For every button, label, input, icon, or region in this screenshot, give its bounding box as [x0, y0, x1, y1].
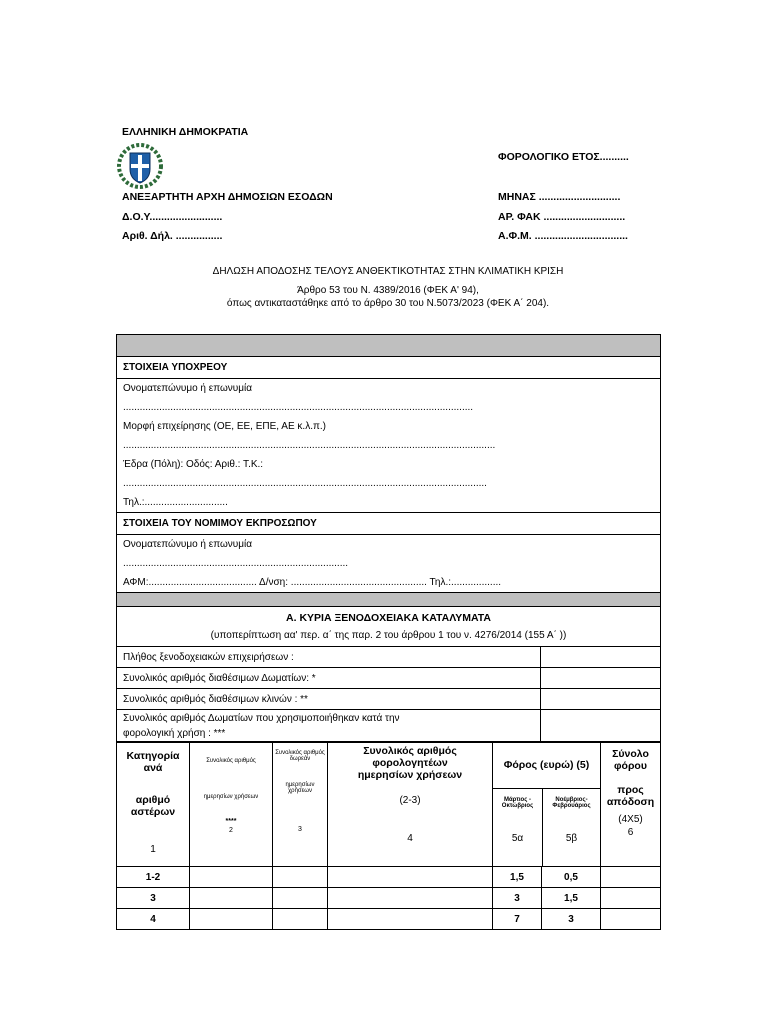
category-cell: 4	[117, 909, 190, 930]
taxable-uses-header-line1: Συνολικός αριθμός φορολογητέων ημερησίων χρήσεων	[357, 745, 463, 781]
declaration-form	[116, 334, 661, 743]
business-form-label: Μορφή επιχείρησης (ΟΕ, ΕΕ, ΕΠΕ, ΑΕ κ.λ.π.)	[123, 421, 326, 432]
free-uses-header-line1: Συνολικός αριθμός δωρεάν	[275, 750, 325, 762]
obligor-details	[117, 379, 661, 513]
table-row	[117, 888, 661, 909]
legal-reference-line2: όπως αντικαταστάθηκε από το άρθρο 30 του Ν.5073/2023 (ΦΕΚ Α΄ 204).	[226, 298, 550, 309]
taxable-uses-header-line2: (2-3)	[399, 795, 421, 806]
col-number-1: 1	[150, 844, 156, 855]
free-uses-header-line2: ημερησίων χρήσεων	[285, 782, 315, 794]
col-number-2: 2	[229, 827, 233, 834]
rooms-used-input[interactable]	[541, 710, 661, 743]
beds-available-label: Συνολικός αριθμός διαθέσιμων κλινών : **	[117, 689, 541, 710]
total-uses-header-line1: Συνολικός αριθμός	[206, 758, 256, 764]
col-number-5a: 5α	[511, 833, 524, 844]
section-a-header	[117, 607, 661, 647]
total-uses-cell[interactable]	[190, 888, 273, 909]
seat-label: Έδρα (Πόλη): Οδός: Αριθ.: Τ.Κ.:	[123, 459, 264, 470]
total-uses-header-line2: ημερησίων χρήσεων	[203, 794, 259, 800]
hotel-count-input[interactable]	[541, 647, 661, 668]
col-number-5b: 5β	[565, 833, 578, 844]
total-uses-header	[190, 742, 273, 867]
total-tax-header-formula: (4X5)	[618, 814, 643, 825]
total-tax-header-line2: προς απόδοση	[606, 784, 655, 808]
authority-label: ΑΝΕΞΑΡΤΗΤΗ ΑΡΧΗ ΔΗΜΟΣΙΩΝ ΕΣΟΔΩΝ	[122, 191, 333, 203]
taxable-uses-cell[interactable]	[328, 888, 493, 909]
col-number-6: 6	[627, 827, 634, 838]
legal-reference-line1: Άρθρο 53 του Ν. 4389/2016 (ΦΕΚ Α' 94),	[297, 285, 479, 296]
declaration-title: ΔΗΛΩΣΗ ΑΠΟΔΟΣΗΣ ΤΕΛΟΥΣ ΑΝΘΕΚΤΙΚΟΤΗΤΑΣ ΣΤΗΝ ΚΛΙΜΑΤΙΚΗ ΚΡΙΣΗ	[212, 266, 564, 277]
tax-year-field: ΦΟΡΟΛΟΓΙΚΟ ΕΤΟΣ..........	[498, 151, 629, 163]
taxable-uses-cell[interactable]	[328, 867, 493, 888]
free-uses-cell[interactable]	[273, 888, 328, 909]
table-row	[117, 909, 661, 930]
greek-emblem-icon	[116, 143, 164, 189]
obligor-name-label: Ονοματεπώνυμο ή επωνυμία	[123, 383, 253, 394]
tax-header-title: Φόρος (ευρώ) (5)	[493, 742, 600, 789]
free-uses-cell[interactable]	[273, 909, 328, 930]
section-a-title: Α. ΚΥΡΙΑ ΞΕΝΟΔΟΧΕΙΑΚΑ ΚΑΤΑΛΥΜΑΤΑ	[286, 612, 491, 624]
file-number-field: ΑΡ. ΦΑΚ ............................	[498, 211, 626, 223]
total-tax-cell[interactable]	[601, 909, 661, 930]
table-row	[117, 867, 661, 888]
category-cell: 3	[117, 888, 190, 909]
total-tax-header	[601, 742, 661, 867]
section-a-subtitle: (υποπερίπτωση αα' περ. α΄ της παρ. 2 του άρθρου 1 του ν. 4276/2014 (155 Α΄ ))	[210, 630, 567, 641]
tax-header-november-february: Νοέμβριος- Φεβρουάριος	[552, 797, 591, 809]
rooms-available-input[interactable]	[541, 668, 661, 689]
category-header	[117, 742, 190, 867]
rooms-used-label: Συνολικός αριθμός Δωματίων που χρησιμοποιήθηκαν κατά την φορολογική χρήση : ***	[117, 710, 541, 743]
tax-header	[493, 742, 601, 867]
doy-field: Δ.Ο.Υ.........................	[122, 211, 223, 223]
afm-field: Α.Φ.Μ. ................................	[498, 230, 628, 242]
representative-name-input[interactable]: .................................................................................	[123, 558, 349, 569]
taxable-uses-header	[328, 742, 493, 867]
representative-contact-input[interactable]: ΑΦΜ:....................................... Δ/νση: ................................................. Τηλ.:..................	[123, 577, 502, 588]
obligor-heading: ΣΤΟΙΧΕΙΑ ΥΠΟΧΡΕΟΥ	[117, 357, 661, 379]
tax-calculation-grid	[116, 741, 661, 930]
obligor-phone-input[interactable]: Τηλ.:..............................	[123, 497, 228, 508]
total-tax-cell[interactable]	[601, 888, 661, 909]
tax-rate-b-cell: 3	[542, 909, 601, 930]
business-form-input[interactable]: ......................................................................................................................................	[123, 440, 496, 451]
month-field: ΜΗΝΑΣ ............................	[498, 191, 621, 203]
col-number-3: 3	[298, 826, 302, 833]
total-uses-cell[interactable]	[190, 867, 273, 888]
grey-separator-bar	[117, 593, 661, 607]
obligor-name-input[interactable]: ..............................................................................................................................	[123, 402, 474, 413]
total-uses-cell[interactable]	[190, 909, 273, 930]
total-tax-header-line1: Σύνολο φόρου	[612, 748, 649, 772]
representative-heading: ΣΤΟΙΧΕΙΑ ΤΟΥ ΝΟΜΙΜΟΥ ΕΚΠΡΟΣΩΠΟΥ	[117, 513, 661, 535]
free-uses-header	[273, 742, 328, 867]
representative-name-label: Ονοματεπώνυμο ή επωνυμία	[123, 539, 253, 550]
seat-input[interactable]: ...................................................................................................................................	[123, 478, 487, 489]
category-header-line1: Κατηγορία ανά	[126, 750, 180, 774]
tax-rate-a-cell: 7	[493, 909, 542, 930]
declaration-number-field: Αριθ. Δήλ. ................	[122, 230, 223, 242]
tax-rate-a-cell: 3	[493, 888, 542, 909]
representative-details	[117, 535, 661, 593]
total-uses-stars: ****	[225, 818, 237, 825]
beds-available-input[interactable]	[541, 689, 661, 710]
category-cell: 1-2	[117, 867, 190, 888]
tax-rate-b-cell: 1,5	[542, 888, 601, 909]
tax-header-march-october: Μάρτιος - Οκτώβριος	[501, 797, 534, 809]
republic-label: ΕΛΛΗΝΙΚΗ ΔΗΜΟΚΡΑΤΙΑ	[122, 126, 249, 138]
taxable-uses-cell[interactable]	[328, 909, 493, 930]
col-number-4: 4	[407, 833, 413, 844]
tax-rate-a-cell: 1,5	[493, 867, 542, 888]
tax-rate-b-cell: 0,5	[542, 867, 601, 888]
grey-header-bar	[117, 335, 661, 357]
free-uses-cell[interactable]	[273, 867, 328, 888]
rooms-available-label: Συνολικός αριθμός διαθέσιμων Δωματίων: *	[117, 668, 541, 689]
category-header-line2: αριθμό αστέρων	[130, 794, 176, 818]
total-tax-cell[interactable]	[601, 867, 661, 888]
hotel-count-label: Πλήθος ξενοδοχειακών επιχειρήσεων :	[117, 647, 541, 668]
